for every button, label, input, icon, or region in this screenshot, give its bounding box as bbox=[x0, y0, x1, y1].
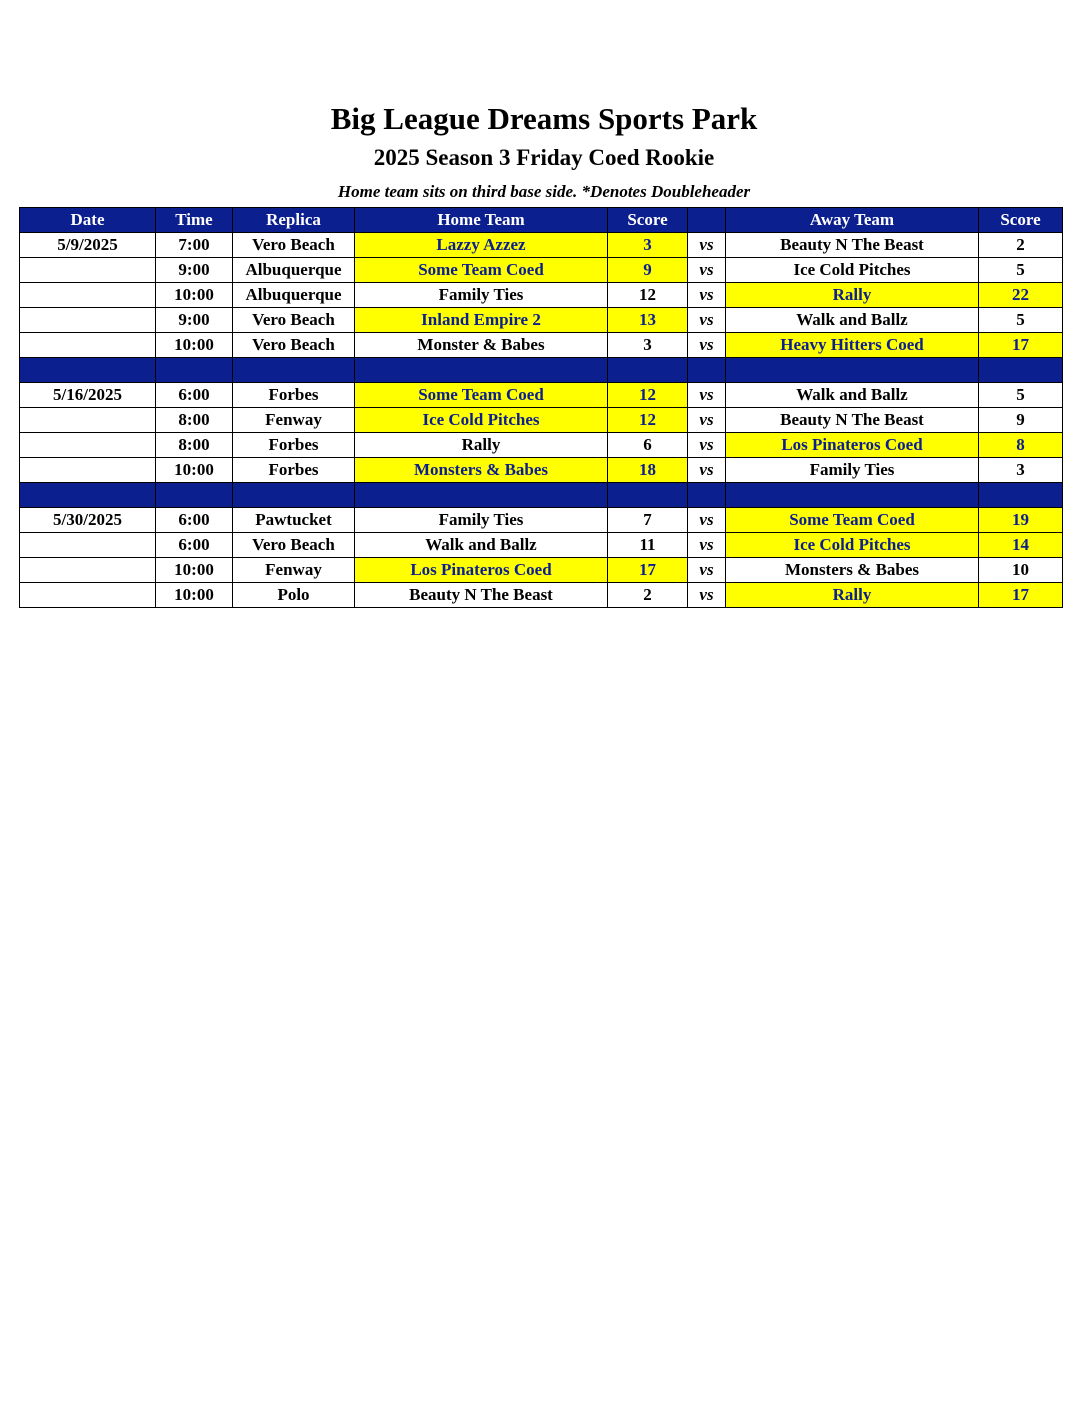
time-cell: 10:00 bbox=[156, 583, 233, 608]
home-score-cell: 11 bbox=[608, 533, 688, 558]
separator-cell bbox=[20, 358, 156, 383]
away-team-cell: Ice Cold Pitches bbox=[726, 533, 979, 558]
replica-cell: Forbes bbox=[233, 383, 355, 408]
time-cell: 6:00 bbox=[156, 533, 233, 558]
replica-cell: Vero Beach bbox=[233, 333, 355, 358]
time-cell: 8:00 bbox=[156, 433, 233, 458]
away-score-cell: 17 bbox=[979, 333, 1063, 358]
home-team-cell: Beauty N The Beast bbox=[355, 583, 608, 608]
home-score-cell: 12 bbox=[608, 283, 688, 308]
week-separator-row bbox=[20, 358, 1063, 383]
time-cell: 6:00 bbox=[156, 383, 233, 408]
away-score-cell: 8 bbox=[979, 433, 1063, 458]
away-team-cell: Some Team Coed bbox=[726, 508, 979, 533]
separator-cell bbox=[608, 358, 688, 383]
vs-cell: vs bbox=[688, 408, 726, 433]
page-subtitle: 2025 Season 3 Friday Coed Rookie bbox=[373, 145, 715, 170]
vs-cell: vs bbox=[688, 583, 726, 608]
date-cell: 5/9/2025 bbox=[20, 233, 156, 258]
home-team-cell: Monster & Babes bbox=[355, 333, 608, 358]
column-header-time: Time bbox=[156, 208, 233, 233]
date-cell bbox=[20, 458, 156, 483]
table-row bbox=[20, 308, 1063, 333]
separator-cell bbox=[979, 358, 1063, 383]
home-team-cell: Family Ties bbox=[355, 508, 608, 533]
home-score-cell: 17 bbox=[608, 558, 688, 583]
vs-cell: vs bbox=[688, 333, 726, 358]
time-cell: 9:00 bbox=[156, 258, 233, 283]
table-row bbox=[20, 458, 1063, 483]
home-score-cell: 18 bbox=[608, 458, 688, 483]
separator-cell bbox=[726, 358, 979, 383]
replica-cell: Albuquerque bbox=[233, 258, 355, 283]
separator-cell bbox=[979, 483, 1063, 508]
table-row bbox=[20, 533, 1063, 558]
away-team-cell: Walk and Ballz bbox=[726, 308, 979, 333]
table-row bbox=[20, 258, 1063, 283]
home-team-cell: Some Team Coed bbox=[355, 258, 608, 283]
home-team-cell: Rally bbox=[355, 433, 608, 458]
home-score-cell: 12 bbox=[608, 408, 688, 433]
column-header-replica: Replica bbox=[233, 208, 355, 233]
table-row bbox=[20, 558, 1063, 583]
away-team-cell: Heavy Hitters Coed bbox=[726, 333, 979, 358]
separator-cell bbox=[355, 358, 608, 383]
away-score-cell: 10 bbox=[979, 558, 1063, 583]
date-cell bbox=[20, 558, 156, 583]
away-score-cell: 5 bbox=[979, 258, 1063, 283]
home-score-cell: 13 bbox=[608, 308, 688, 333]
home-score-cell: 2 bbox=[608, 583, 688, 608]
vs-cell: vs bbox=[688, 533, 726, 558]
vs-cell: vs bbox=[688, 258, 726, 283]
table-row bbox=[20, 433, 1063, 458]
column-header-away-score: Score bbox=[979, 208, 1063, 233]
table-row bbox=[20, 583, 1063, 608]
vs-cell: vs bbox=[688, 433, 726, 458]
replica-cell: Pawtucket bbox=[233, 508, 355, 533]
date-cell bbox=[20, 433, 156, 458]
date-cell: 5/30/2025 bbox=[20, 508, 156, 533]
away-team-cell: Rally bbox=[726, 283, 979, 308]
page-title: Big League Dreams Sports Park bbox=[330, 101, 758, 136]
date-cell bbox=[20, 308, 156, 333]
column-header-home-score: Score bbox=[608, 208, 688, 233]
column-header-vs bbox=[688, 208, 726, 233]
vs-cell: vs bbox=[688, 458, 726, 483]
date-cell bbox=[20, 258, 156, 283]
date-cell bbox=[20, 283, 156, 308]
table-row bbox=[20, 333, 1063, 358]
time-cell: 8:00 bbox=[156, 408, 233, 433]
vs-cell: vs bbox=[688, 383, 726, 408]
home-score-cell: 9 bbox=[608, 258, 688, 283]
time-cell: 10:00 bbox=[156, 558, 233, 583]
separator-cell bbox=[233, 483, 355, 508]
home-score-cell: 7 bbox=[608, 508, 688, 533]
date-cell bbox=[20, 333, 156, 358]
replica-cell: Polo bbox=[233, 583, 355, 608]
replica-cell: Fenway bbox=[233, 408, 355, 433]
replica-cell: Vero Beach bbox=[233, 533, 355, 558]
home-team-cell: Lazzy Azzez bbox=[355, 233, 608, 258]
home-team-cell: Los Pinateros Coed bbox=[355, 558, 608, 583]
separator-cell bbox=[355, 483, 608, 508]
column-header-date: Date bbox=[20, 208, 156, 233]
column-header-away-team: Away Team bbox=[726, 208, 979, 233]
table-row bbox=[20, 283, 1063, 308]
table-header-row bbox=[20, 208, 1063, 233]
separator-cell bbox=[20, 483, 156, 508]
separator-cell bbox=[688, 358, 726, 383]
away-team-cell: Los Pinateros Coed bbox=[726, 433, 979, 458]
table-row bbox=[20, 233, 1063, 258]
separator-cell bbox=[156, 483, 233, 508]
time-cell: 9:00 bbox=[156, 308, 233, 333]
week-separator-row bbox=[20, 483, 1063, 508]
home-team-cell: Inland Empire 2 bbox=[355, 308, 608, 333]
away-score-cell: 2 bbox=[979, 233, 1063, 258]
away-score-cell: 5 bbox=[979, 308, 1063, 333]
replica-cell: Vero Beach bbox=[233, 233, 355, 258]
separator-cell bbox=[688, 483, 726, 508]
away-score-cell: 9 bbox=[979, 408, 1063, 433]
home-score-cell: 12 bbox=[608, 383, 688, 408]
vs-cell: vs bbox=[688, 283, 726, 308]
away-team-cell: Rally bbox=[726, 583, 979, 608]
replica-cell: Vero Beach bbox=[233, 308, 355, 333]
separator-cell bbox=[608, 483, 688, 508]
away-score-cell: 14 bbox=[979, 533, 1063, 558]
away-team-cell: Beauty N The Beast bbox=[726, 408, 979, 433]
column-header-home-team: Home Team bbox=[355, 208, 608, 233]
home-score-cell: 3 bbox=[608, 333, 688, 358]
vs-cell: vs bbox=[688, 308, 726, 333]
replica-cell: Forbes bbox=[233, 458, 355, 483]
away-score-cell: 22 bbox=[979, 283, 1063, 308]
away-team-cell: Ice Cold Pitches bbox=[726, 258, 979, 283]
schedule-body bbox=[20, 233, 1063, 608]
away-team-cell: Beauty N The Beast bbox=[726, 233, 979, 258]
time-cell: 6:00 bbox=[156, 508, 233, 533]
vs-cell: vs bbox=[688, 558, 726, 583]
table-row bbox=[20, 383, 1063, 408]
table-row bbox=[20, 508, 1063, 533]
away-score-cell: 5 bbox=[979, 383, 1063, 408]
away-score-cell: 17 bbox=[979, 583, 1063, 608]
schedule-note: Home team sits on third base side. *Denotes Doubleheader bbox=[337, 182, 751, 201]
date-cell bbox=[20, 583, 156, 608]
table-row bbox=[20, 408, 1063, 433]
home-team-cell: Some Team Coed bbox=[355, 383, 608, 408]
away-score-cell: 19 bbox=[979, 508, 1063, 533]
time-cell: 7:00 bbox=[156, 233, 233, 258]
home-score-cell: 3 bbox=[608, 233, 688, 258]
replica-cell: Forbes bbox=[233, 433, 355, 458]
time-cell: 10:00 bbox=[156, 283, 233, 308]
home-score-cell: 6 bbox=[608, 433, 688, 458]
away-team-cell: Family Ties bbox=[726, 458, 979, 483]
away-score-cell: 3 bbox=[979, 458, 1063, 483]
time-cell: 10:00 bbox=[156, 333, 233, 358]
vs-cell: vs bbox=[688, 233, 726, 258]
replica-cell: Albuquerque bbox=[233, 283, 355, 308]
separator-cell bbox=[233, 358, 355, 383]
away-team-cell: Walk and Ballz bbox=[726, 383, 979, 408]
date-cell bbox=[20, 408, 156, 433]
home-team-cell: Ice Cold Pitches bbox=[355, 408, 608, 433]
home-team-cell: Family Ties bbox=[355, 283, 608, 308]
schedule-table bbox=[19, 207, 1063, 608]
date-cell bbox=[20, 533, 156, 558]
home-team-cell: Walk and Ballz bbox=[355, 533, 608, 558]
separator-cell bbox=[726, 483, 979, 508]
away-team-cell: Monsters & Babes bbox=[726, 558, 979, 583]
time-cell: 10:00 bbox=[156, 458, 233, 483]
home-team-cell: Monsters & Babes bbox=[355, 458, 608, 483]
separator-cell bbox=[156, 358, 233, 383]
replica-cell: Fenway bbox=[233, 558, 355, 583]
vs-cell: vs bbox=[688, 508, 726, 533]
date-cell: 5/16/2025 bbox=[20, 383, 156, 408]
